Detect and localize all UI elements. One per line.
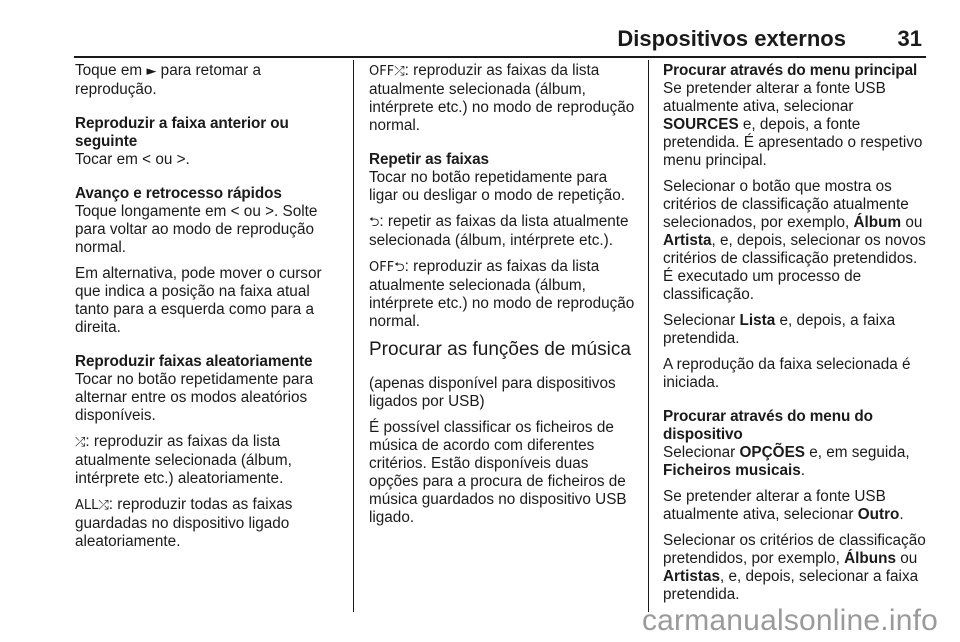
paragraph: Tocar no botão repetidamente para alternar entre os modos aleatórios disponíveis. — [75, 371, 314, 424]
paragraph: ALL⤮: reproduzir todas as faixas guardadas no dispositivo ligado aleatoriamente. — [75, 496, 293, 550]
subheading: Procurar através do menu do dispositivo — [663, 408, 873, 443]
paragraph: OFF⮌: reproduzir as faixas da lista atualmente selecionada (álbum, intérprete etc.) no modo de reprodução normal. — [369, 258, 635, 330]
page-header — [74, 26, 926, 56]
paragraph: A reprodução da faixa selecionada é iniciada. — [663, 356, 911, 391]
column-divider-1 — [353, 60, 354, 612]
paragraph: Tocar no botão repetidamente para ligar ou desligar o modo de repetição. — [369, 169, 625, 204]
subheading: Avanço e retrocesso rápidos — [75, 185, 282, 202]
subheading: Reproduzir faixas aleatoriamente — [75, 353, 313, 370]
paragraph: Selecionar o botão que mostra os critérios de classificação atualmente selecionados, por exemplo, Álbum ou Artista, e, depois, selecionar os novos critérios de classificação pretendidos. É executado um processo de classificação. — [663, 178, 926, 303]
paragraph: Tocar em < ou >. — [75, 151, 190, 168]
page-number: 31 — [897, 26, 922, 51]
paragraph: Toque em ► para retomar a reprodução. — [75, 62, 262, 98]
paragraph: Toque longamente em < ou >. Solte para voltar ao modo de reprodução normal. — [75, 203, 318, 256]
shuffle-off-icon: OFF⤮ — [369, 64, 405, 79]
prev-icon: < — [142, 151, 152, 168]
column-2 — [369, 62, 637, 535]
repeat-off-icon: OFF⮌ — [369, 260, 405, 275]
paragraph: ⤮: reproduzir as faixas da lista atualmente selecionada (álbum, intérprete etc.) aleatoriamente. — [75, 433, 292, 487]
paragraph: Selecionar os critérios de classificação pretendidos, por exemplo, Álbuns ou Artistas, e, depois, selecionar a faixa pretendida. — [663, 532, 926, 603]
subheading: Reproduzir a faixa anterior ou seguinte — [75, 115, 289, 150]
paragraph: Selecionar OPÇÕES e, em seguida, Ficheiros musicais. — [663, 444, 910, 479]
page-title: Dispositivos externos — [617, 26, 846, 51]
repeat-icon: ⮌ — [369, 215, 380, 230]
paragraph: (apenas disponível para dispositivos ligados por USB) — [369, 375, 616, 410]
paragraph: Em alternativa, pode mover o cursor que indica a posição na faixa atual tanto para a esquerda como para a direita. — [75, 265, 322, 336]
column-divider-2 — [648, 60, 649, 612]
watermark: carmanualsonline.info — [641, 604, 938, 637]
paragraph: Se pretender alterar a fonte USB atualmente ativa, selecionar Outro. — [663, 488, 904, 523]
column-1 — [75, 62, 343, 559]
paragraph: Se pretender alterar a fonte USB atualmente ativa, selecionar SOURCES e, depois, a fonte pretendida. É apresentado o respetivo menu principal. — [663, 80, 923, 169]
play-icon: ► — [146, 64, 157, 79]
shuffle-icon: ⤮ — [75, 435, 86, 450]
header-rule — [74, 56, 926, 58]
prev-icon: < — [230, 203, 240, 220]
paragraph: ⮌: repetir as faixas da lista atualmente selecionada (álbum, intérprete etc.). — [369, 213, 629, 249]
paragraph: É possível classificar os ficheiros de música de acordo com diferentes critérios. Estão disponíveis duas opções para a procura de ficheiros de música guardados no dispositivo USB ligado. — [369, 419, 627, 526]
paragraph: Selecionar Lista e, depois, a faixa pretendida. — [663, 312, 896, 347]
shuffle-all-icon: ALL⤮ — [75, 498, 109, 513]
subheading: Repetir as faixas — [369, 151, 489, 168]
next-icon: > — [176, 151, 186, 168]
section-heading: Procurar as funções de música — [369, 339, 631, 360]
subheading: Procurar através do menu principal — [663, 62, 918, 79]
paragraph: OFF⤮: reproduzir as faixas da lista atualmente selecionada (álbum, intérprete etc.) no modo de reprodução normal. — [369, 62, 635, 134]
column-3 — [663, 62, 927, 612]
next-icon: > — [265, 203, 275, 220]
